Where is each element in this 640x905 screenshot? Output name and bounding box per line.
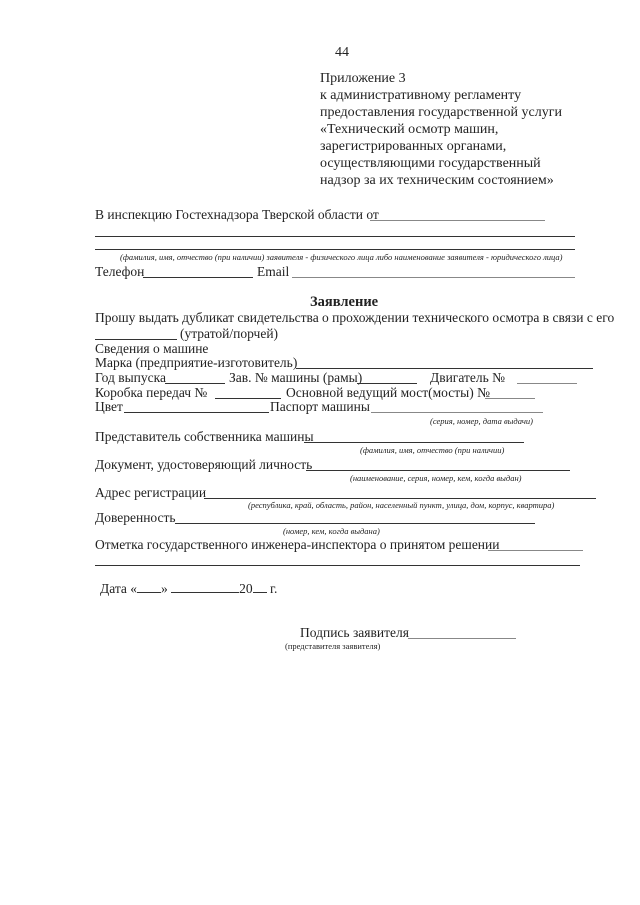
gearbox-label: Коробка передач № (95, 385, 208, 400)
header-line: осуществляющими государственный (320, 156, 541, 171)
color-field[interactable] (124, 412, 269, 413)
color-label: Цвет (95, 399, 123, 414)
inspector-field[interactable] (488, 550, 583, 551)
date-line (100, 580, 277, 597)
email-field[interactable] (292, 277, 575, 278)
inspector-label: Отметка государственного инженера-инспектора о принятом решении (95, 537, 500, 552)
signature-label: Подпись заявителя (300, 625, 409, 640)
serial-label: Зав. № машины (рамы) (229, 370, 363, 385)
applicant-field-1[interactable] (370, 220, 545, 221)
header-line: «Технический осмотр машин, (320, 122, 499, 137)
proxy-label: Доверенность (95, 510, 176, 525)
applicant-field-2[interactable] (95, 236, 575, 237)
page-number: 44 (335, 45, 349, 60)
representative-hint: (фамилия, имя, отчество (при наличии) (360, 445, 505, 455)
address-field[interactable] (204, 498, 596, 499)
passport-field[interactable] (371, 412, 543, 413)
axle-label: Основной ведущий мост(мосты) № (286, 385, 490, 400)
header-line: надзор за их техническим состоянием» (320, 173, 554, 188)
date-day-field[interactable] (137, 580, 161, 593)
id-document-label: Документ, удостоверяющий личность (95, 457, 313, 472)
engine-label: Двигатель № (430, 370, 506, 385)
date-prefix: Дата « (100, 581, 138, 596)
representative-label: Представитель собственника машины (95, 429, 314, 444)
address-label: Адрес регистрации (95, 485, 207, 500)
applicant-hint: (фамилия, имя, отчество (при наличии) заявителя - физического лица либо наименование заявителя - юридического лица) (120, 252, 563, 262)
appendix-header (320, 70, 562, 189)
year-field[interactable] (165, 383, 225, 384)
reason-hint: (утратой/порчей) (180, 326, 279, 341)
header-line: предоставления государственной услуги (320, 105, 562, 120)
inspection-label: В инспекцию Гостехнадзора Тверской области от (95, 207, 379, 222)
phone-label: Телефон (95, 264, 145, 279)
address-hint: (республика, край, область, район, населенный пункт, улица, дом, корпус, квартира) (248, 500, 555, 510)
date-mid: » (161, 581, 168, 596)
date-month-field[interactable] (171, 580, 239, 593)
applicant-field-3[interactable] (95, 249, 575, 250)
header-line: к административному регламенту (320, 88, 522, 103)
date-year-field[interactable] (253, 580, 267, 593)
axle-field[interactable] (485, 398, 535, 399)
request-text: Прошу выдать дубликат свидетельства о прохождении технического осмотра в связи с его (95, 310, 615, 325)
document-title: Заявление (310, 294, 379, 310)
inspector-field-2[interactable] (95, 565, 580, 566)
header-line: зарегистрированных органами, (320, 139, 507, 154)
brand-field[interactable] (296, 368, 593, 369)
year-label: Год выпуска (95, 370, 166, 385)
id-document-hint: (наименование, серия, номер, кем, когда выдан) (350, 473, 522, 483)
machine-info-heading: Сведения о машине (95, 341, 209, 356)
engine-field[interactable] (517, 383, 577, 384)
proxy-hint: (номер, кем, когда выдана) (283, 526, 380, 536)
proxy-field[interactable] (175, 523, 535, 524)
passport-label: Паспорт машины (270, 399, 370, 414)
serial-field[interactable] (357, 383, 417, 384)
representative-field[interactable] (304, 442, 524, 443)
signature-hint: (представителя заявителя) (285, 641, 381, 651)
date-year-prefix: 20 (239, 581, 253, 596)
id-document-field[interactable] (306, 470, 570, 471)
passport-hint: (серия, номер, дата выдачи) (430, 416, 533, 426)
date-suffix: г. (270, 581, 278, 596)
reason-field[interactable] (95, 339, 177, 340)
phone-field[interactable] (143, 277, 253, 278)
signature-field[interactable] (408, 638, 516, 639)
brand-label: Марка (предприятие-изготовитель) (95, 355, 298, 370)
email-label: Email (257, 264, 290, 279)
header-line: Приложение 3 (320, 71, 406, 86)
